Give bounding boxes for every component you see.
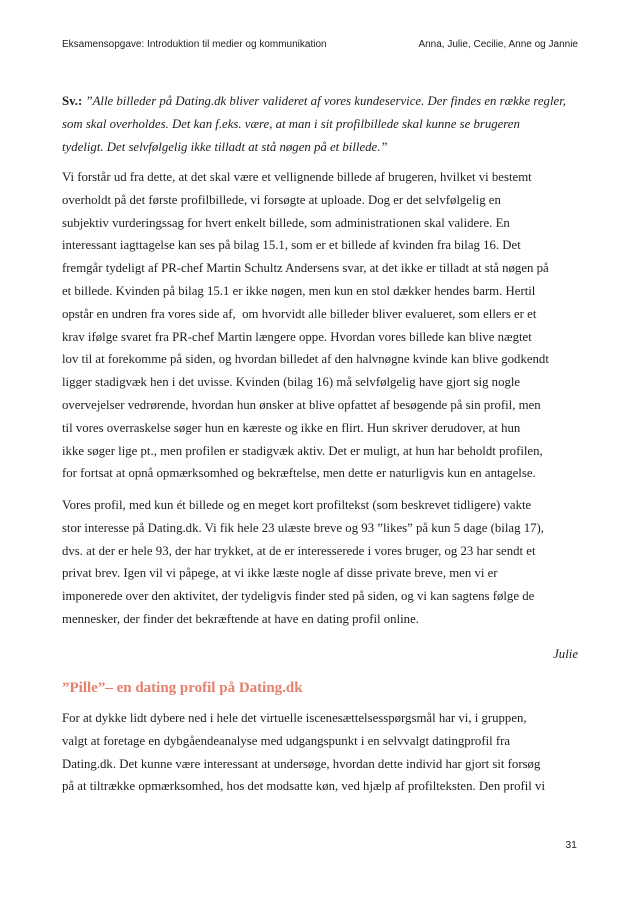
text-line: dvs. at der er hele 93, der har trykket, at de er interesserede i vores bruger, og 23 har sendt et — [62, 543, 536, 558]
body-paragraph — [62, 707, 622, 798]
text-line: subjektiv vurderingssag for hvert enkelt billede, som administrationen skal validere. En — [62, 215, 510, 230]
text-line: stor interesse på Dating.dk. Vi fik hele 23 ulæste breve og 93 ”likes” på kun 5 dage (bilag 17), — [62, 520, 544, 535]
section-heading: ”Pille”– en dating profil på Dating.dk — [62, 680, 303, 696]
text-line: et billede. Kvinden på bilag 15.1 er ikke nøgen, men kun en stol dækker hendes barm. Hertil — [62, 283, 536, 298]
text-line: til vores overraskelse søger hun en kæreste og ikke en flirt. Hun skriver derudover, at hun — [62, 420, 521, 435]
text-line — [62, 90, 622, 113]
text-line: mennesker, der finder det bekræftende at have en dating profil online. — [62, 611, 419, 626]
speaker-label: Sv.: — [62, 94, 83, 108]
text-line: Dating.dk. Det kunne være interessant at undersøge, hvordan dette individ har gjort sit forsøg — [62, 756, 541, 771]
quote-text: ”Alle billeder på Dating.dk bliver valideret af vores kundeservice. Der findes en række regler, — [85, 94, 566, 108]
text-line: overvejelser vedrørende, hvordan hun ønsker at blive opfattet af besøgende på sin profil, men — [62, 397, 541, 412]
page-number: 31 — [565, 839, 577, 851]
text-line: ikke søger lige pt., men profilen er stadigvæk aktiv. Det er muligt, at hun har beholdt profilen, — [62, 443, 543, 458]
header-authors: Anna, Julie, Cecilie, Anne og Jannie — [418, 39, 578, 50]
text-line: opstår en undren fra vores side af, om hvorvidt alle billeder bliver evalueret, som ellers er et — [62, 306, 537, 321]
body-paragraph — [62, 166, 622, 485]
text-line: imponerede over den aktivitet, der tydeligvis finder sted på siden, og vi kan sagtens følge de — [62, 589, 535, 604]
text-line: fremgår tydeligt af PR-chef Martin Schultz Andersens svar, at det ikke er tilladt at stå nøgen på — [62, 261, 549, 276]
author-signature: Julie — [553, 647, 578, 661]
text-line: lov til at forekomme på siden, og hvordan billedet af den halvnøgne kvinde kan blive godkendt — [62, 352, 549, 367]
text-line: interessant iagttagelse kan ses på bilag 15.1, som er et billede af kvinden fra bilag 16. Det — [62, 238, 521, 253]
header-course-title: Eksamensopgave: Introduktion til medier og kommunikation — [62, 39, 327, 50]
text-line: For at dykke lidt dybere ned i hele det virtuelle iscenesættelsesspørgsmål har vi, i gruppen, — [62, 711, 527, 725]
text-line: ligger stadigvæk hen i det uvisse. Kvinden (bilag 16) må selvfølgelig have gjort sig nogle — [62, 375, 521, 390]
text-line: valgt at foretage en dybgåendeanalyse med udgangspunkt i en selvvalgt datingprofil fra — [62, 733, 511, 748]
text-line: Vi forstår ud fra dette, at det skal være et vellignende billede af brugeren, hvilket vi bestemt — [62, 170, 532, 184]
text-line: overholdt på det første profilbillede, vi forsøgte at uploade. Dog er det selvfølgelig en — [62, 192, 501, 207]
text-line: tydeligt. Det selvfølgelig ikke tilladt at stå nøgen på et billede.” — [62, 139, 388, 154]
text-line: krav ifølge svaret fra PR-chef Martin længere oppe. Hvordan vores billede kan blive nægtet — [62, 329, 532, 344]
text-line: som skal overholdes. Det kan f.eks. være, at man i sit profilbillede skal kunne se brugeren — [62, 116, 520, 131]
text-line: privat brev. Igen vil vi påpege, at vi ikke læste nogle af disse private breve, men vi er — [62, 566, 498, 581]
text-line: Vores profil, med kun ét billede og en meget kort profiltekst (som beskrevet tidligere) vakte — [62, 498, 532, 512]
text-line: for fortsat at opnå opmærksomhed og bekræftelse, men dette er naturligvis kun en antagelse. — [62, 466, 536, 481]
quote-paragraph — [62, 90, 622, 158]
text-line: på at tiltrække opmærksomhed, hos det modsatte køn, ved hjælp af profilteksten. Den profil vi — [62, 779, 546, 794]
body-paragraph — [62, 494, 622, 631]
